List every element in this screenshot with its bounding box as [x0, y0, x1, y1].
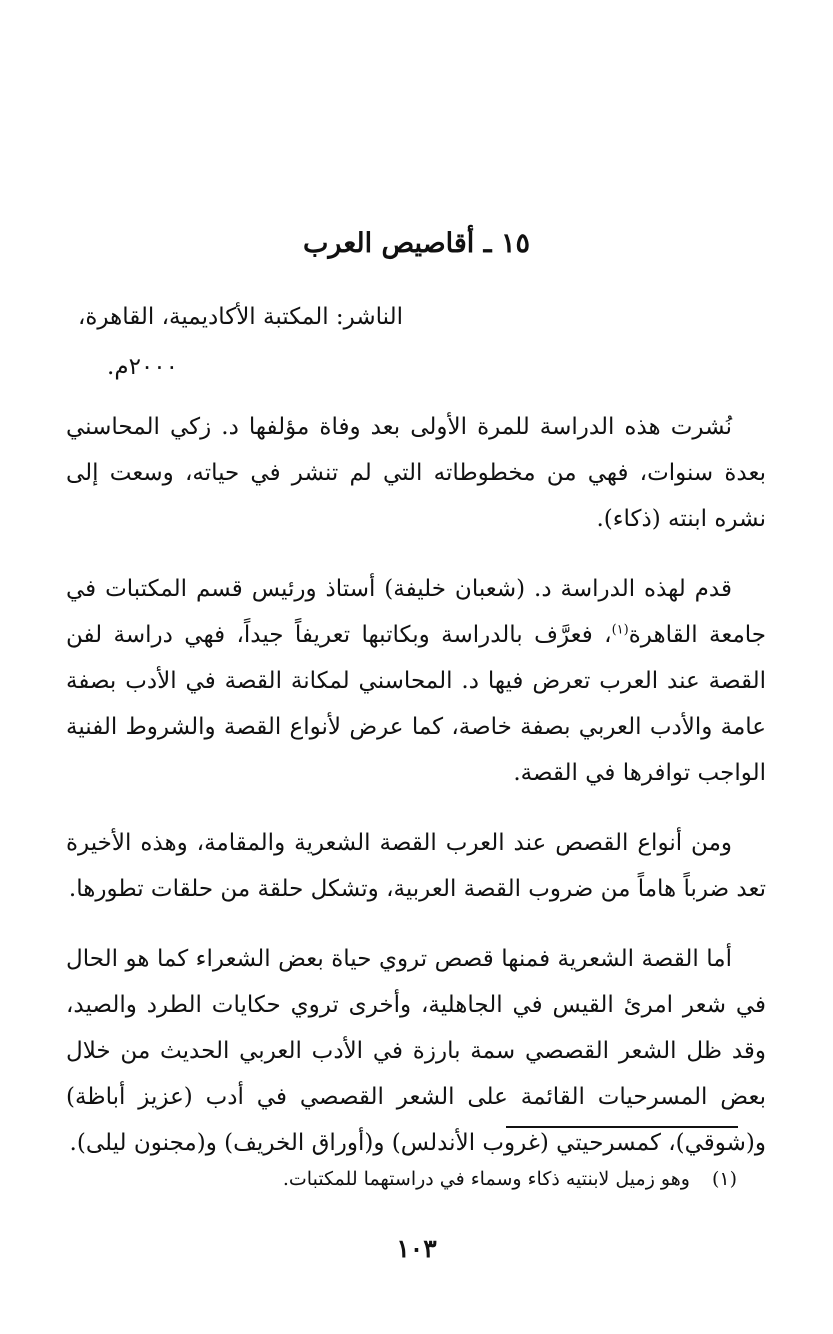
footnote-marker: (١)	[711, 1168, 737, 1190]
paragraph-1: نُشرت هذه الدراسة للمرة الأولى بعد وفاة مؤلفها د. زكي المحاسني بعدة سنوات، فهي من مخطوطاته التي لم تنشر في حياته، وسعت إلى نشره ابنته (ذكاء).	[66, 414, 766, 532]
paragraph-2-part-2: ، فعرَّف بالدراسة وبكاتبها تعريفاً جيداً، فهي دراسة لفن القصة عند العرب تعرض فيها د. المحاسني لمكانة القصة في الأدب بصفة عامة والأدب العربي بصفة خاصة، كما عرض لأنواع القصة والشروط الفنية الواجب توافرها في القصة.	[66, 622, 766, 786]
publisher-line-1: الناشر: المكتبة الأكاديمية، القاهرة،	[77, 304, 403, 330]
section-heading: ١٥ ـ أقاصيص العرب	[303, 228, 530, 259]
footnote	[97, 1164, 737, 1194]
page-number: ١٠٣	[396, 1234, 437, 1263]
paragraph-2	[66, 566, 766, 796]
publisher-line-2: ٢٠٠٠م.	[107, 354, 178, 380]
paragraph-2-part-1: قدم لهذه الدراسة د. (شعبان خليفة) أستاذ ورئيس قسم المكتبات في جامعة القاهرة	[66, 576, 767, 648]
footnote-text: وهو زميل لابنتيه ذكاء وسماء في دراستهما للمكتبات.	[282, 1168, 690, 1190]
footnote-divider	[506, 1126, 738, 1128]
body-text	[66, 404, 766, 1190]
paragraph-4: أما القصة الشعرية فمنها قصص تروي حياة بعض الشعراء كما هو الحال في شعر امرئ القيس في الجاهلية، وأخرى تروي حكايات الطرد والصيد، وقد ظل الشعر القصصي سمة بارزة في الأدب العربي الحديث من خلال بعض المسرحيات القائمة على الشعر القصصي في أدب (عزيز أباظة) و(شوقي)، كمسرحيتي (غروب الأندلس) و(أوراق الخريف) و(مجنون ليلى).	[66, 946, 766, 1156]
footnote-reference: (١)	[611, 622, 629, 638]
paragraph-3: ومن أنواع القصص عند العرب القصة الشعرية والمقامة، وهذه الأخيرة تعد ضرباً هاماً من ضروب القصة العربية، وتشكل حلقة من حلقات تطورها.	[66, 830, 766, 902]
publisher-info	[63, 292, 403, 392]
